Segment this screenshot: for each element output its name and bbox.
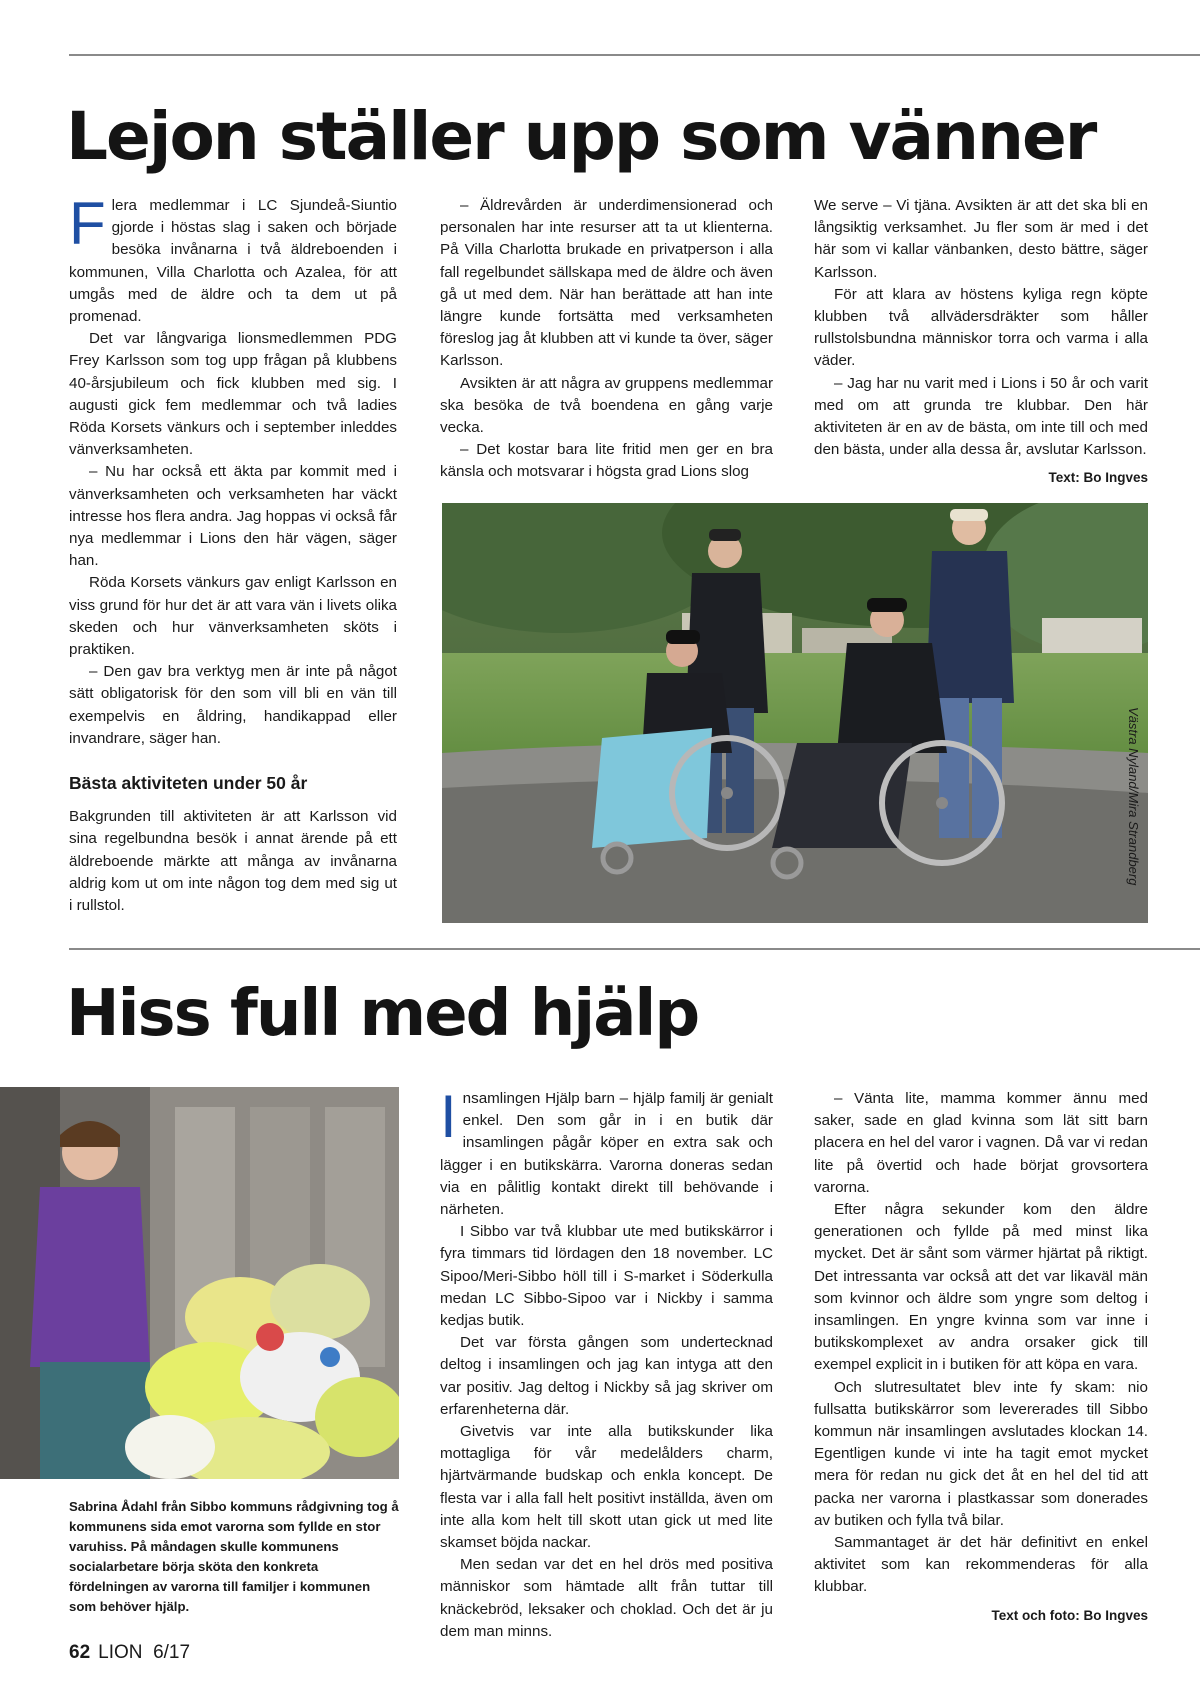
paragraph: Sammantaget är det här definitivt en enkel aktivitet som kan rekommenderas för alla klubbar. [814, 1534, 1148, 1596]
top-rule [69, 54, 1200, 56]
paragraph: – Nu har också ett äkta par kommit med i vänverksamheten och verksamheten har väckt intresse hos flera andra. Jag hoppas vi också får nya medlemmar i Lions den här vägen, säger han. [69, 463, 397, 570]
elevator-bags-illustration [0, 1087, 399, 1479]
paragraph: Röda Korsets vänkurs gav enligt Karlsson en viss grund för hur det är att vara vän i livets olika skeden och hur vänverksamheten sköts i praktiken. [69, 574, 397, 659]
elevator-photo-caption: Sabrina Ådahl från Sibbo kommuns rådgivning tog å kommunens sida emot varorna som fyllde en stor varuhiss. På måndagen skulle kommunens socialarbetare börja sköta den konkreta fördelningen av varorna till familjer i kommunen som behöver hjälp. [69, 1499, 399, 1614]
article1-lead-paragraph: Flera medlemmar i LC Sjundeå-Siuntio gjorde i höstas slag i saken och började besöka invånarna i två äldreboenden i kommunen, Villa Charlotta och Azalea, för att umgås med de äldre och ta dem ut på promenad. [69, 190, 397, 326]
paragraph: – Det kostar bara lite fritid men ger en bra känsla och motsvarar i högsta grad Lions slog [440, 441, 773, 481]
paragraph: Och slutresultatet blev inte fy skam: nio fullsatta butikskärror som levererades till Sibbo kommun när insamlingen avslutades klockan 14. Egentligen kunde vi inte ha tagit emot mycket mera för redan nu gick det åt en hel del tid att packa ner varorna i plastkassar som donerades av butiken och fylla två bilar. [814, 1378, 1148, 1529]
article1-column-3 [814, 195, 1148, 490]
paragraph: För att klara av höstens kyliga regn köpte klubben två allvädersdräkter som håller rullstolsbundna människor torra och varma i alla väder. [814, 285, 1148, 370]
paragraph: We serve – Vi tjäna. Avsikten är att det ska bli en långsiktig verksamhet. Ju fler som är med i det här som vi kallar vänbanken, desto bättre, säger Karlsson. [814, 197, 1148, 281]
article2-column-2 [440, 1083, 773, 1643]
paragraph: Efter några sekunder kom den äldre generationen och fyllde på med minst lika mycket. Det är sånt som värmer hjärtat på riktigt. Det intressanta var också att det var likaväl män som kvinnor och äldre som yngre som deltog i insamlingen. En yngre kvinna som var inne i butikskomplexet av andra orsaker gick till exempel explicit in i butiken för att köpa en vara. [814, 1201, 1148, 1374]
section-rule [69, 948, 1200, 950]
paragraph: – Äldrevården är underdimensionerad och personalen har inte resurser att ta ut klienterna. På Villa Charlotta brukade en privatperson i alla fall regelbundet sällskapa med de äldre och även gå ut med dem. När han berättade att han inte längre kunde fortsätta med verksamheten föreslog jag åt klubben att vi kunde ta över, säger Karlsson. [440, 197, 773, 370]
article2-headline: Hiss full med hjälp [66, 977, 699, 1051]
article2-lead-paragraph: Insamlingen Hjälp barn – hjälp familj är genialt enkel. Den som går in i en butik där insamlingen pågår köper en extra sak och lägger i en butikskärra. Varorna doneras sedan via en pålitlig kontakt direkt till behövande i närheten. [440, 1083, 773, 1219]
page-footer [69, 1642, 190, 1664]
photo-credit-vertical: Västra Nyland/Mira Strandberg [1126, 707, 1141, 886]
paragraph: Men sedan var det en hel drös med positiva människor som hämtade allt från tuttar till knäckebröd, leksaker och choklad. Och det är ju dem man minns. [440, 1556, 773, 1640]
magazine-name: LION [98, 1642, 143, 1663]
article1-subheading: Bästa aktiviteten under 50 år [69, 773, 308, 794]
page-number: 62 [69, 1642, 91, 1663]
elevator-bags-photo [0, 1087, 399, 1479]
article2-dropcap: I [440, 1083, 457, 1150]
issue-number: 6/17 [153, 1642, 191, 1663]
paragraph: – Jag har nu varit med i Lions i 50 år och varit med om att grunda tre klubbar. Den här aktiviteten är en av de bästa, om inte till och med den bästa, under alla dessa år, avslutar Karlsson. [814, 374, 1148, 459]
paragraph: Bakgrunden till aktiviteten är att Karlsson vid sina regelbundna besök i annat ärende på ett äldreboende märkte att många av invånarna aldrig kom ut om inte någon tog dem med sig ut i rullstol. [69, 808, 397, 915]
paragraph: Avsikten är att några av gruppens medlemmar ska besöka de två boendena en gång varje vecka. [440, 374, 773, 437]
article2-column-3 [814, 1088, 1148, 1627]
paragraph: Det var första gången som undertecknad deltog i insamlingen och jag kan intyga att den var positiv. Jag deltog i Nickby så jag skriver om erfarenheterna där. [440, 1334, 773, 1418]
article1-text-credit: Text: Bo Ingves [1048, 470, 1148, 486]
wheelchair-outing-illustration [442, 503, 1148, 923]
article1-column-1 [69, 190, 397, 917]
article1-headline: Lejon ställer upp som vänner [66, 98, 1096, 175]
paragraph: Givetvis var inte alla butikskunder lika mottagliga för vår medelålders charm, hjärtvärmande budskap och enkla koncept. De flesta var i alla fall helt positivt inställda, även om inte alla kom helt till skott utan gick ut med lite skamset böjda nackar. [440, 1423, 773, 1552]
paragraph: I Sibbo var två klubbar ute med butikskärror i fyra timmars tid lördagen den 18 november. LC Sipoo/Meri-Sibbo höll till i S-market i Söderkulla medan LC Sibbo-Sipoo var i Nickby i samma kedjas butik. [440, 1223, 773, 1330]
article1-column-2 [440, 195, 773, 484]
wheelchair-outing-photo [442, 503, 1148, 923]
article1-dropcap: F [69, 190, 106, 257]
paragraph: Det var långvariga lionsmedlemmen PDG Frey Karlsson som tog upp frågan på klubbens 40-årsjubileum och fick klubben med sig. I augusti gick fem medlemmar och två ladies Röda Korsets vänkurs och i september inleddes vänverksamheten. [69, 330, 397, 459]
paragraph: – Den gav bra verktyg men är inte på något sätt obligatorisk för den som vill bli en vän till exempelvis en åldring, handikappad eller invandrare, säger han. [69, 663, 397, 747]
article2-credit: Text och foto: Bo Ingves [991, 1607, 1148, 1623]
paragraph: – Vänta lite, mamma kommer ännu med saker, sade en glad kvinna som lät sitt barn placera en hel del varor i vagnen. Då var vi redan lite på övertid och hade börjat grovsortera varorna. [814, 1090, 1148, 1196]
